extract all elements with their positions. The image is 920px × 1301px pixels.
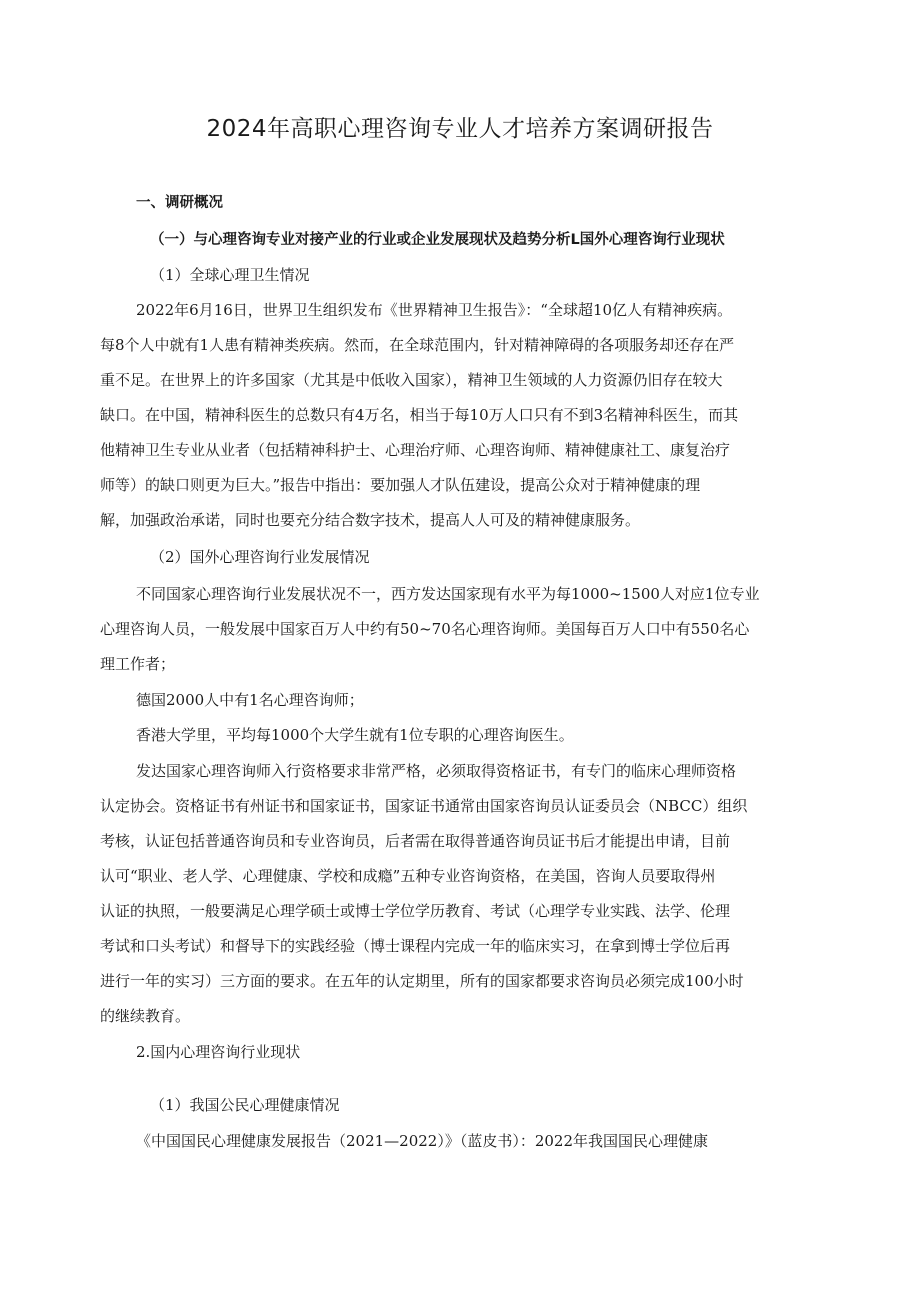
paragraph-line: 理工作者； xyxy=(100,655,176,673)
item-heading: 2.国内心理咨询行业现状 xyxy=(136,1043,301,1061)
paragraph-line: 香港大学里，平均每1000个大学生就有1位专职的心理咨询医生。 xyxy=(136,726,574,744)
paragraph-line: 进行一年的实习）三方面的要求。在五年的认定期里，所有的国家都要求咨询员必须完成100小时 xyxy=(100,972,744,990)
subsection-heading: （一）与心理咨询专业对接产业的行业或企业发展现状及趋势分析L国外心理咨询行业现状 xyxy=(150,232,725,248)
paragraph-line: 师等）的缺口则更为巨大。”报告中指出：要加强人才队伍建设，提高公众对于精神健康的理 xyxy=(100,476,701,494)
paragraph-line: 重不足。在世界上的许多国家（尤其是中低收入国家），精神卫生领域的人力资源仍旧存在较大 xyxy=(100,371,723,389)
document-title: 2024年高职心理咨询专业人才培养方案调研报告 xyxy=(206,116,714,142)
paragraph-line: 认证的执照，一般要满足心理学硕士或博士学位学历教育、考试（心理学专业实践、法学、伦理 xyxy=(100,902,731,920)
paragraph-line: 不同国家心理咨询行业发展状况不一，西方发达国家现有水平为每1000~1500人对应1位专业 xyxy=(136,585,760,603)
paragraph-line: 认可“职业、老人学、心理健康、学校和成瘾”五种专业咨询资格，在美国，咨询人员要取得州 xyxy=(100,867,716,885)
item-heading: （1）我国公民心理健康情况 xyxy=(150,1096,340,1114)
paragraph-line: 他精神卫生专业从业者（包括精神科护士、心理治疗师、心理咨询师、精神健康社工、康复治疗 xyxy=(100,441,731,459)
paragraph-line: 解，加强政治承诺，同时也要充分结合数字技术，提高人人可及的精神健康服务。 xyxy=(100,511,641,529)
paragraph-line: 每8个人中就有1人患有精神类疾病。然而，在全球范围内，针对精神障碍的各项服务却还存在严 xyxy=(100,336,735,354)
section-heading: 一、调研概况 xyxy=(136,195,223,211)
paragraph-line: 2022年6月16日，世界卫生组织发布《世界精神卫生报告》：“全球超10亿人有精神疾病。 xyxy=(136,301,733,319)
paragraph-line: 心理咨询人员，一般发展中国家百万人中约有50~70名心理咨询师。美国每百万人口中有550名心 xyxy=(100,620,750,638)
item-heading: （2）国外心理咨询行业发展情况 xyxy=(150,548,370,566)
paragraph-line: 《中国国民心理健康发展报告（2021—2022）》（蓝皮书）：2022年我国国民心理健康 xyxy=(136,1132,709,1150)
paragraph-line: 认定协会。资格证书有州证书和国家证书，国家证书通常由国家咨询员认证委员会（NBCC）组织 xyxy=(100,797,748,815)
paragraph-line: 德国2000人中有1名心理咨询师； xyxy=(136,691,364,709)
paragraph-line: 的继续教育。 xyxy=(100,1007,191,1025)
paragraph-line: 考核，认证包括普通咨询员和专业咨询员，后者需在取得普通咨询员证书后才能提出申请，目前 xyxy=(100,832,731,850)
paragraph-line: 缺口。在中国，精神科医生的总数只有4万名，相当于每10万人口只有不到3名精神科医生，而其 xyxy=(100,406,739,424)
item-heading: （1）全球心理卫生情况 xyxy=(150,266,310,284)
paragraph-line: 发达国家心理咨询师入行资格要求非常严格，必须取得资格证书，有专门的临床心理师资格 xyxy=(136,762,737,780)
paragraph-line: 考试和口头考试）和督导下的实践经验（博士课程内完成一年的临床实习，在拿到博士学位后再 xyxy=(100,937,731,955)
